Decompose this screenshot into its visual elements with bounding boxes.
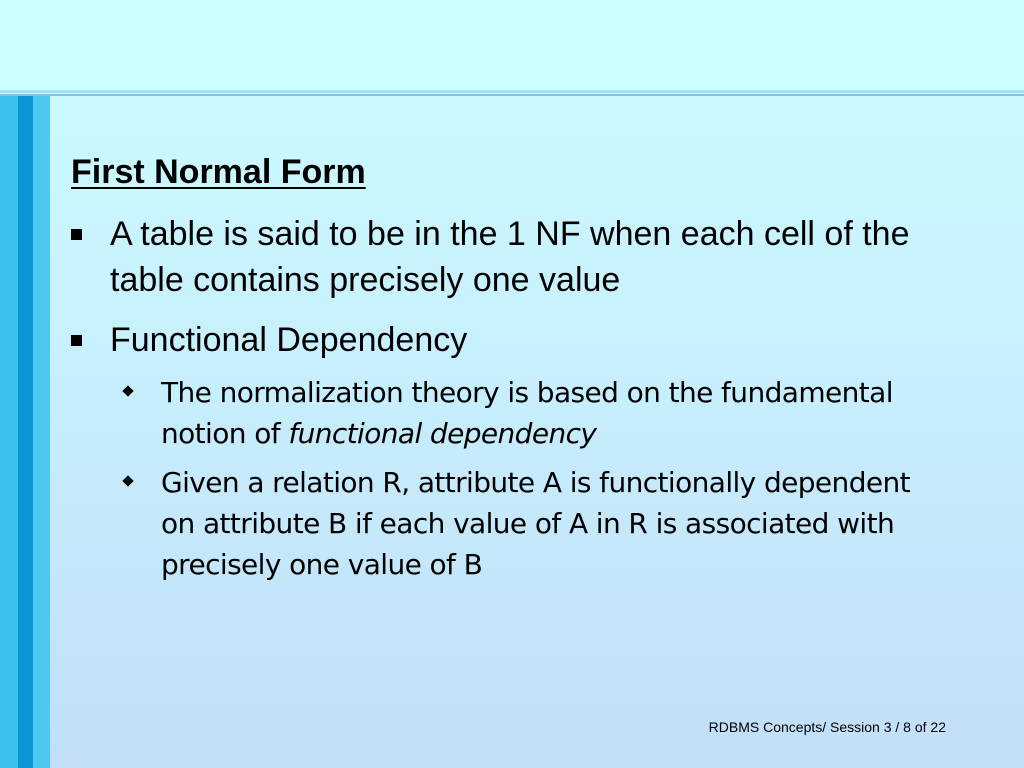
top-rule xyxy=(0,90,1024,93)
left-side-bar-dark xyxy=(18,96,33,768)
bullet-text: A table is said to be in the 1 NF when each cell of the table contains precisely one value xyxy=(110,215,910,299)
top-rule-secondary xyxy=(0,94,1024,96)
left-side-bar xyxy=(0,96,18,768)
slide-heading: First Normal Form xyxy=(71,153,366,191)
diamond-bullet-icon xyxy=(122,475,133,486)
sub-bullet-item xyxy=(124,462,944,585)
slide-top-band xyxy=(0,0,1024,90)
square-bullet-icon xyxy=(71,335,82,346)
slide-footer: RDBMS Concepts/ Session 3 / 8 of 22 xyxy=(708,719,946,735)
sub-bullet-text-italic: functional dependency xyxy=(288,417,597,450)
bullet-item xyxy=(71,317,951,363)
sub-bullet-item xyxy=(124,372,944,454)
sub-bullet-text xyxy=(161,372,944,454)
bullet-text: Functional Dependency xyxy=(110,321,468,359)
square-bullet-icon xyxy=(71,229,82,240)
sub-bullet-text: Given a relation R, attribute A is functionally dependent on attribute B if each value of A in R is associated with precisely one value of B xyxy=(161,466,911,581)
diamond-bullet-icon xyxy=(122,385,133,396)
left-side-bar-light xyxy=(33,96,50,768)
bullet-item xyxy=(71,211,951,303)
sub-bullet-text-regular: The normalization theory is based on the fundamental notion of xyxy=(161,376,893,450)
